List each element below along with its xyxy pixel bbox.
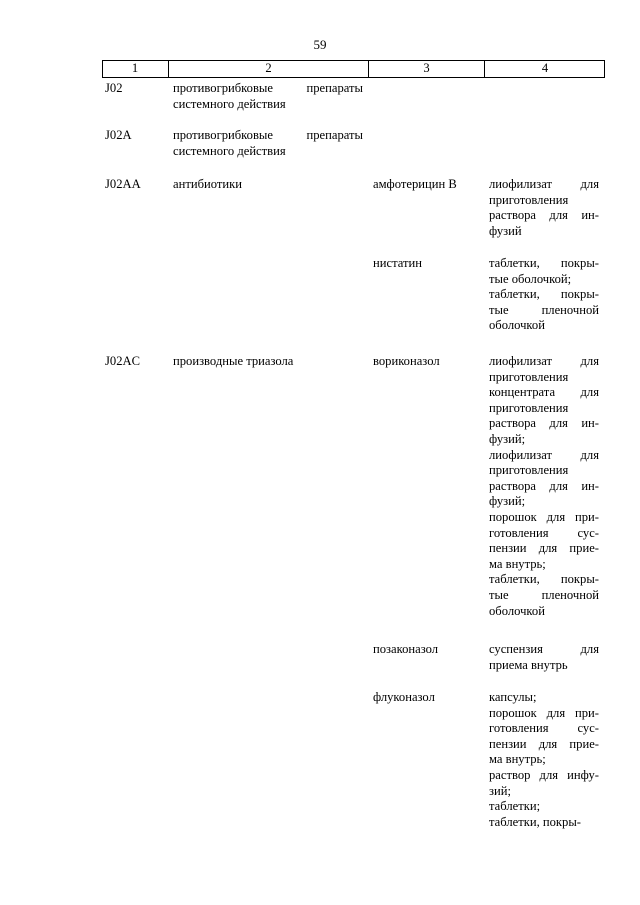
group-name-line: системного действия [173, 96, 286, 111]
header-col-1: 1 [131, 61, 139, 75]
header-col-3: 3 [423, 61, 430, 75]
dosage-form-line: пензии для прие- [489, 541, 599, 556]
dosage-form-line: ма внутрь; [489, 752, 546, 767]
dosage-form-line: лиофилизат для [489, 177, 599, 191]
row-code: J02AC [105, 354, 140, 368]
dosage-form-line: таблетки, покры- [489, 572, 599, 587]
dosage-form-line: приготовления [489, 369, 569, 384]
dosage-form-line: приема внутрь [489, 657, 568, 672]
dosage-form-line: готовления сус- [489, 721, 599, 736]
header-col-4: 4 [541, 61, 549, 75]
group-name-line: противогрибковые препараты [173, 128, 363, 142]
dosage-form-line: таблетки, покры- [489, 256, 599, 270]
group-name-line: антибиотики [173, 177, 242, 191]
dosage-form-line: концентрата для [489, 385, 599, 400]
row-drug-name: нистатин [373, 256, 422, 270]
row-code: J02AA [105, 177, 141, 191]
dosage-form-line: раствора для ин- [489, 208, 599, 223]
row-drug-name: позаконазол [373, 642, 439, 656]
row-dosage-forms [489, 642, 599, 673]
dosage-form-line: тые пленочной [489, 587, 599, 602]
row-group-name [173, 128, 363, 159]
row-dosage-forms [489, 256, 599, 334]
header-col-2: 2 [265, 61, 272, 75]
dosage-form-line: приготовления [489, 192, 569, 207]
dosage-form-line: раствор для инфу- [489, 767, 599, 782]
dosage-form-line: фузий; [489, 431, 526, 446]
dosage-form-line: тые оболочкой; [489, 271, 572, 286]
dosage-form-line: раствора для ин- [489, 478, 599, 493]
row-group-name [173, 81, 363, 112]
dosage-form-line: пензии для прие- [489, 736, 599, 751]
row-dosage-forms [489, 690, 599, 830]
dosage-form-line: лиофилизат для [489, 447, 599, 462]
dosage-form-line: фузий [489, 223, 522, 238]
dosage-form-line: капсулы; [489, 690, 537, 704]
row-dosage-forms [489, 177, 599, 239]
dosage-form-line: готовления сус- [489, 525, 599, 540]
table-header [102, 60, 605, 78]
dosage-form-line: таблетки, покры- [489, 287, 599, 302]
dosage-form-line: фузий; [489, 494, 526, 509]
dosage-form-line: суспензия для [489, 642, 599, 656]
dosage-form-line: порошок для при- [489, 705, 599, 720]
page-number: 59 [313, 37, 327, 52]
dosage-form-line: лиофилизат для [489, 354, 599, 368]
dosage-form-line: порошок для при- [489, 509, 599, 524]
dosage-form-line: оболочкой [489, 318, 545, 333]
dosage-form-line: раствора для ин- [489, 416, 599, 431]
dosage-form-line: приготовления [489, 463, 569, 478]
dosage-form-line: таблетки; [489, 799, 541, 814]
row-code: J02 [105, 81, 123, 95]
row-drug-name: флуконазол [373, 690, 435, 704]
dosage-form-line: зий; [489, 783, 511, 798]
group-name-line: системного действия [173, 143, 286, 158]
dosage-form-line: оболочкой [489, 603, 545, 618]
row-dosage-forms [489, 354, 599, 619]
dosage-form-line: тые пленочной [489, 302, 599, 317]
row-drug-name: амфотерицин В [373, 177, 457, 191]
dosage-form-line: ма внутрь; [489, 556, 546, 571]
column-divider [604, 61, 605, 77]
row-group-name [173, 177, 363, 193]
dosage-form-line: приготовления [489, 400, 569, 415]
row-drug-name: вориконазол [373, 354, 440, 368]
row-group-name [173, 354, 363, 370]
group-name-line: противогрибковые препараты [173, 81, 363, 95]
group-name-line: производные триазола [173, 354, 294, 368]
row-code: J02A [105, 128, 132, 142]
dosage-form-line: таблетки, покры- [489, 814, 581, 829]
